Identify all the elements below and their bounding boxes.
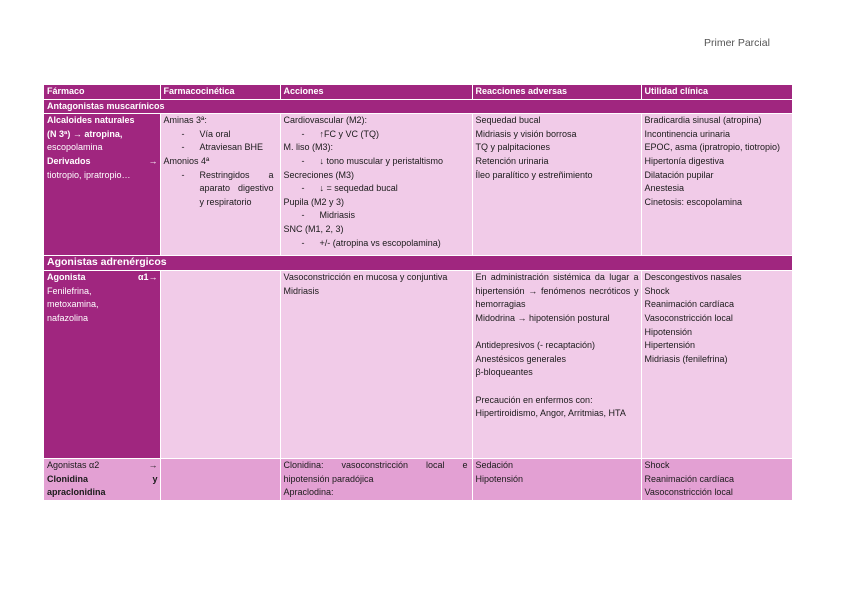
drug-line: nafazolina bbox=[47, 312, 89, 323]
drug-cell bbox=[44, 114, 160, 256]
list-item: Dilatación pupilar bbox=[644, 169, 714, 180]
list-item: Antidepresivos (- recaptación) bbox=[475, 340, 596, 351]
drug-line bbox=[47, 459, 158, 473]
page-header: Primer Parcial bbox=[704, 37, 770, 49]
drug-line: apraclonidina bbox=[47, 487, 106, 498]
clinical-use-cell bbox=[641, 459, 792, 500]
pharmacokinetics-cell bbox=[160, 114, 280, 256]
list-item: - Midriasis bbox=[284, 209, 470, 223]
spacer bbox=[476, 326, 639, 340]
spacer bbox=[476, 380, 639, 394]
action-group-title: Cardiovascular (M2): bbox=[283, 115, 368, 126]
list-item: Shock bbox=[644, 460, 670, 471]
list-item: Reanimación cardíaca bbox=[644, 299, 735, 310]
list-item: Bradicardia sinusal (atropina) bbox=[644, 115, 762, 126]
list-item: Descongestivos nasales bbox=[644, 272, 742, 283]
action-group-title: Secreciones (M3) bbox=[283, 169, 355, 180]
drug-line: tiotropio, ipratropio… bbox=[47, 169, 131, 180]
action-list bbox=[284, 128, 470, 142]
section-title-adrenergic-agonists: Agonistas adrenérgicos bbox=[44, 256, 792, 271]
drug-line: (N 3ª) → atropina, bbox=[47, 128, 123, 139]
list-item: Hipotensión bbox=[475, 473, 524, 484]
action-text: Apraclodina: bbox=[283, 487, 334, 498]
actions-cell bbox=[280, 459, 472, 500]
clinical-use-cell bbox=[641, 114, 792, 256]
pharmacokinetics-cell bbox=[160, 271, 280, 459]
drug-line: Alcaloides naturales bbox=[47, 115, 135, 126]
list-item: Midriasis y visión borrosa bbox=[475, 128, 577, 139]
table-row bbox=[44, 271, 792, 459]
header-clinical-use: Utilidad clínica bbox=[641, 85, 792, 99]
drug-line bbox=[47, 155, 158, 169]
header-adverse-reactions: Reacciones adversas bbox=[472, 85, 641, 99]
header-pharmacokinetics: Farmacocinética bbox=[160, 85, 280, 99]
list-item: β-bloqueantes bbox=[475, 367, 533, 378]
drug-derivatives-label: Derivados bbox=[47, 155, 91, 166]
list-item: - ↓ = sequedad bucal bbox=[284, 182, 470, 196]
drug-line: Fenilefrina, bbox=[47, 285, 92, 296]
list-item: - ↓ tono muscular y peristaltismo bbox=[284, 155, 470, 169]
actions-cell bbox=[280, 271, 472, 459]
action-text: Clonidina: vasoconstricción local e hipotensión paradójica bbox=[283, 460, 468, 484]
drug-line: escopolamina bbox=[47, 142, 103, 153]
drug-title-right: α1→ bbox=[137, 272, 158, 283]
adverse-text: En administración sistémica da lugar a hipertensión → fenómenos necróticos y hemorragias bbox=[475, 272, 639, 310]
list-item: Shock bbox=[644, 285, 670, 296]
list-item: - ↑FC y VC (TQ) bbox=[284, 128, 470, 142]
pharmacokinetics-cell bbox=[160, 459, 280, 500]
drug-line: metoxamina, bbox=[47, 299, 99, 310]
adverse-reactions-cell bbox=[472, 271, 641, 459]
action-list bbox=[284, 237, 470, 251]
list-item: - +/- (atropina vs escopolamina) bbox=[284, 237, 470, 251]
drug-title-left: Agonista bbox=[47, 272, 86, 283]
pharmacology-table bbox=[44, 85, 793, 500]
table-row bbox=[44, 459, 792, 500]
list-item: Retención urinaria bbox=[475, 155, 549, 166]
list-item: EPOC, asma (ipratropio, tiotropio) bbox=[644, 142, 781, 153]
arrow-right-icon: → bbox=[148, 155, 158, 166]
section-row bbox=[44, 256, 792, 271]
list-item: Incontinencia urinaria bbox=[644, 128, 731, 139]
drug-line bbox=[47, 473, 158, 487]
drug-name-left: Clonidina bbox=[47, 473, 88, 484]
action-group-title: M. liso (M3): bbox=[283, 142, 333, 153]
list-item: Hipertensión bbox=[644, 340, 696, 351]
list-item: TQ y palpitaciones bbox=[475, 142, 551, 153]
adverse-reactions-cell bbox=[472, 114, 641, 256]
section-row bbox=[44, 99, 792, 114]
drug-cell bbox=[44, 459, 160, 500]
pk-title: Aminas 3ª: bbox=[163, 115, 207, 126]
actions-cell bbox=[280, 114, 472, 256]
drug-title-left: Agonistas α2 bbox=[47, 460, 100, 471]
list-item: Midriasis (fenilefrina) bbox=[644, 353, 728, 364]
action-list bbox=[284, 182, 470, 196]
list-item: Anestesia bbox=[644, 183, 685, 194]
adverse-text: Midodrina → hipotensión postural bbox=[475, 312, 610, 323]
action-list bbox=[284, 209, 470, 223]
header-drug: Fármaco bbox=[44, 85, 160, 99]
adverse-text: Precaución en enfermos con: bbox=[475, 394, 593, 405]
list-item: Hipertonía digestiva bbox=[644, 155, 725, 166]
action-list bbox=[284, 155, 470, 169]
list-item: Sedación bbox=[475, 460, 514, 471]
drug-name-right: y bbox=[152, 473, 158, 484]
drug-line bbox=[47, 271, 158, 285]
list-item: Hipotensión bbox=[644, 326, 693, 337]
pk-title: Amonios 4ª bbox=[163, 155, 210, 166]
list-item: - Atraviesan BHE bbox=[164, 141, 278, 155]
adverse-text: Hipertiroidismo, Angor, Arritmias, HTA bbox=[475, 408, 626, 419]
clinical-use-cell bbox=[641, 271, 792, 459]
action-group-title: Pupila (M2 y 3) bbox=[283, 196, 345, 207]
list-item: Sequedad bucal bbox=[475, 115, 541, 126]
list-item: Vasoconstricción en mucosa y conjuntiva bbox=[283, 272, 448, 283]
list-item: Anestésicos generales bbox=[475, 353, 567, 364]
list-item: Vasoconstricción local bbox=[644, 312, 733, 323]
action-group-title: SNC (M1, 2, 3) bbox=[283, 223, 344, 234]
pk-list bbox=[164, 169, 278, 210]
section-title-muscarinic-antagonists: Antagonistas muscarínicos bbox=[44, 99, 792, 114]
list-item: Cinetosis: escopolamina bbox=[644, 196, 743, 207]
header-actions: Acciones bbox=[280, 85, 472, 99]
list-item: Midriasis bbox=[283, 285, 320, 296]
list-item: Vasoconstricción local bbox=[644, 487, 733, 498]
list-item: Reanimación cardíaca bbox=[644, 473, 735, 484]
table-header-row bbox=[44, 85, 792, 99]
list-item: - Vía oral bbox=[164, 128, 278, 142]
list-item: - Restringidos a aparato digestivo y respiratorio bbox=[164, 169, 278, 210]
arrow-right-icon: → bbox=[148, 460, 158, 471]
table-row bbox=[44, 114, 792, 256]
pk-list bbox=[164, 128, 278, 155]
list-item: Íleo paralítico y estreñimiento bbox=[475, 169, 593, 180]
adverse-reactions-cell bbox=[472, 459, 641, 500]
drug-cell bbox=[44, 271, 160, 459]
